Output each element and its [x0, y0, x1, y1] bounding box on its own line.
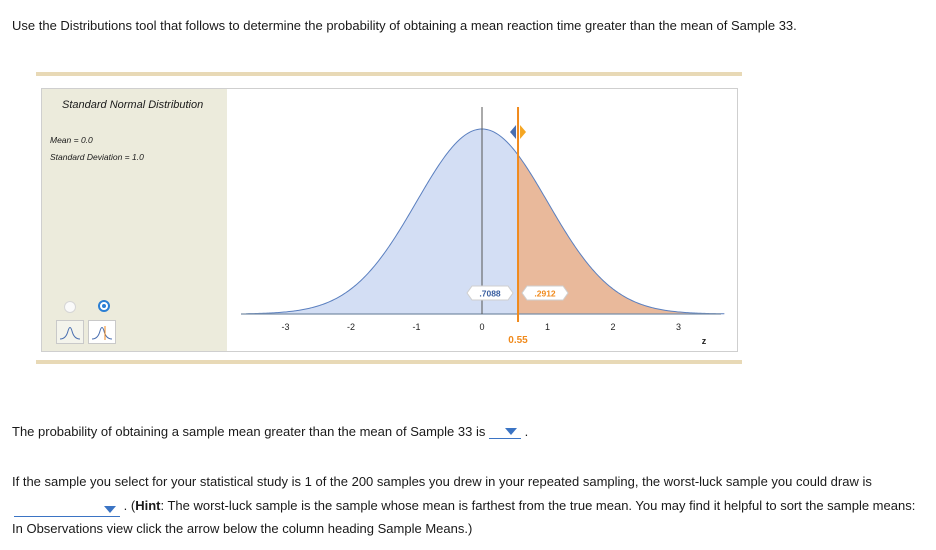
- distributions-tool: [41, 88, 738, 352]
- hint-open: . (: [123, 497, 136, 513]
- one-tail-radio[interactable]: [98, 300, 110, 312]
- question-1: [12, 424, 528, 439]
- cutoff-value-label: 0.55: [508, 335, 528, 346]
- tool-bottom-border: [36, 360, 742, 364]
- tick-label: -1: [412, 322, 421, 332]
- cutoff-handle-right-icon[interactable]: [520, 125, 526, 139]
- tick-label: 0: [479, 322, 485, 332]
- axis-label-z: z: [701, 336, 707, 346]
- right-area-label: .2912: [534, 288, 556, 299]
- tick-label: -2: [346, 322, 356, 332]
- instruction-text: Use the Distributions tool that follows to determine the probability of obtaining a mean reaction time greater than the mean of Sample 33.: [12, 18, 797, 33]
- probability-dropdown[interactable]: [489, 424, 521, 439]
- sd-label: Standard Deviation = 1.0: [50, 152, 144, 162]
- two-tail-radio[interactable]: [64, 301, 76, 313]
- hint-text: : The worst-luck sample is the sample whose mean is farthest from the true mean. You may find it helpful to sort the sample means: In Observations view click the arrow below the column heading Sample Means.): [12, 497, 916, 536]
- one-tail-icon[interactable]: [88, 320, 116, 344]
- mean-label: Mean = 0.0: [50, 135, 93, 145]
- two-tail-icon[interactable]: [56, 320, 84, 344]
- question-1-period: .: [524, 424, 529, 439]
- worst-luck-sample-dropdown[interactable]: [14, 502, 120, 517]
- left-area-label: .7088: [479, 288, 501, 299]
- tick-label: 2: [610, 322, 616, 332]
- question-2: [12, 470, 922, 541]
- chevron-down-icon: [104, 506, 116, 513]
- cutoff-handle-left-icon[interactable]: [510, 125, 516, 139]
- distribution-title: Standard Normal Distribution: [62, 99, 204, 111]
- normal-distribution-chart: [227, 89, 737, 351]
- question-1-text: The probability of obtaining a sample mean greater than the mean of Sample 33 is: [12, 424, 486, 439]
- tick-label: 3: [675, 322, 682, 332]
- tick-label: -3: [281, 322, 290, 332]
- tool-top-border: [36, 72, 742, 76]
- tool-side-panel: [42, 89, 227, 351]
- question-2-text: If the sample you select for your statistical study is 1 of the 200 samples you drew in your repeated sampling, the worst-luck sample you could draw is: [12, 474, 872, 489]
- hint-label: Hint: [135, 497, 161, 513]
- chevron-down-icon: [505, 428, 517, 435]
- tick-label: 1: [544, 322, 551, 332]
